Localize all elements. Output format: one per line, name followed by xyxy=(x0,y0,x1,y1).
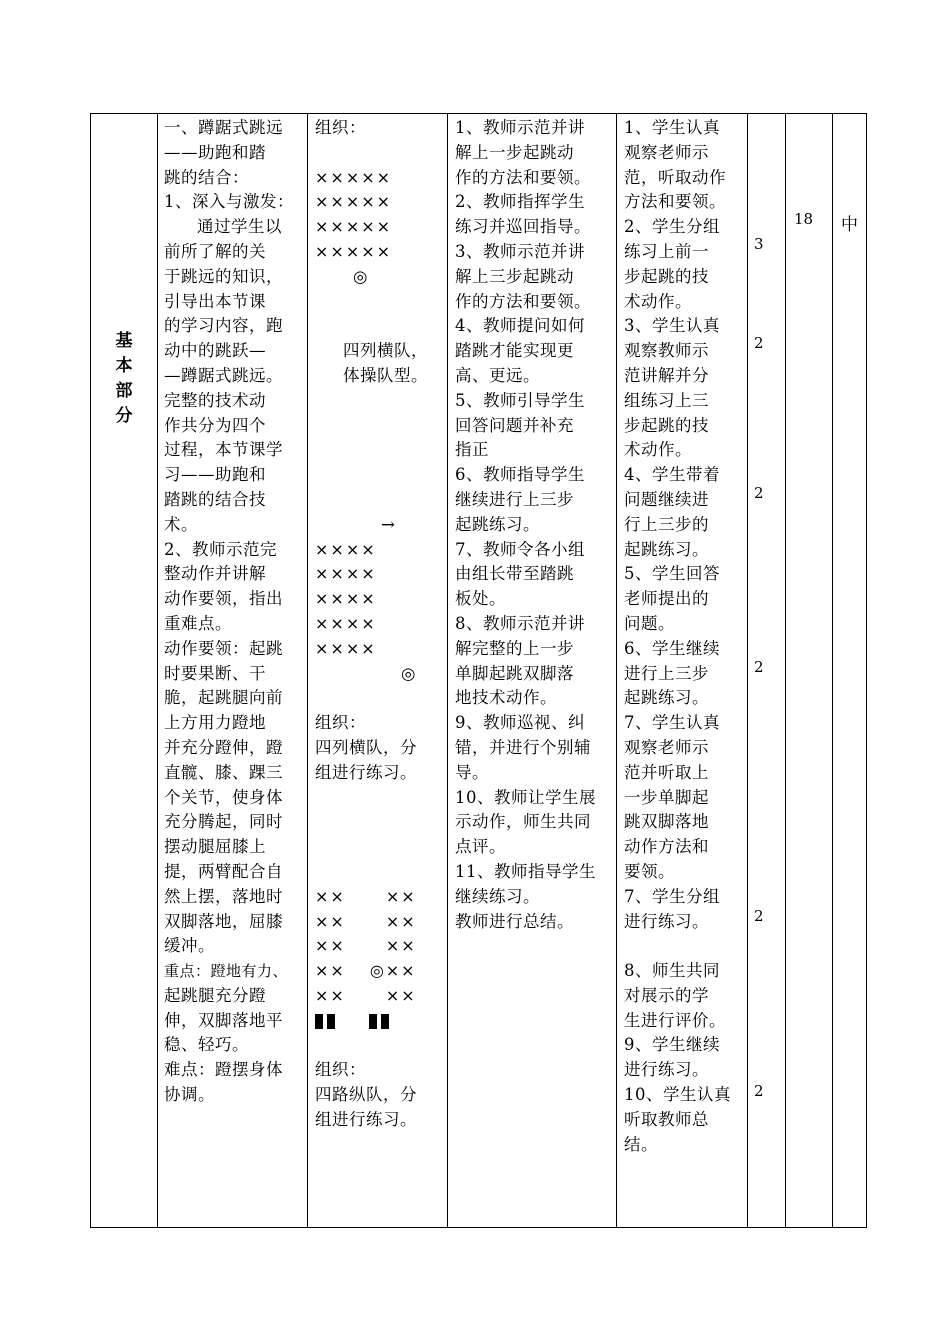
content-line: 动中的跳跃— xyxy=(164,341,266,361)
spacer xyxy=(315,414,445,439)
student-activity-column xyxy=(624,116,746,1157)
student-line: 起跳练习。 xyxy=(624,688,709,708)
student-line: 步起跳的技 xyxy=(624,415,709,435)
student-line: 一步单脚起 xyxy=(624,787,709,807)
teacher-line: 板处。 xyxy=(455,589,506,609)
student-line: 7、学生认真 xyxy=(624,713,720,733)
student-line: 6、学生继续 xyxy=(624,638,720,658)
student-line: 术动作。 xyxy=(624,440,692,460)
content-line: 充分腾起，同时 xyxy=(164,812,283,832)
teacher-line: 5、教师引导学生 xyxy=(455,390,585,410)
content-line: 直髋、膝、踝三 xyxy=(164,762,283,782)
springboard-icon xyxy=(381,1014,389,1029)
teacher-line: 4、教师提问如何 xyxy=(455,316,585,336)
formation-row: ××××× xyxy=(315,241,393,261)
student-line: 范，听取动作 xyxy=(624,167,726,187)
student-line: 观察老师示 xyxy=(624,737,709,757)
content-line: 上方用力蹬地 xyxy=(164,713,266,733)
teacher-line: 2、教师指挥学生 xyxy=(455,192,585,212)
section-title-char: 基 xyxy=(115,331,133,351)
teacher-line: 点评。 xyxy=(455,837,506,857)
column-divider xyxy=(616,114,617,1227)
student-line: 听取教师总 xyxy=(624,1109,709,1129)
student-line: 要领。 xyxy=(624,861,675,881)
formation-desc: 组进行练习。 xyxy=(315,762,417,782)
formation-cell: ×× xyxy=(385,985,417,1005)
teacher-line: 示动作，师生共同 xyxy=(455,812,591,832)
teacher-line: 指正 xyxy=(455,440,489,460)
teacher-line: 9、教师巡视、纠 xyxy=(455,713,585,733)
student-line: 步起跳的技 xyxy=(624,266,709,286)
teacher-line: 解完整的上一步 xyxy=(455,638,574,658)
student-line xyxy=(624,934,746,959)
section-title-char: 本 xyxy=(115,356,133,376)
student-line: 范并听取上 xyxy=(624,762,709,782)
teacher-line: 起跳练习。 xyxy=(455,514,540,534)
formation-cell: ×× xyxy=(315,985,346,1005)
teaching-content-column xyxy=(164,116,304,1108)
student-line: 进行上三步 xyxy=(624,663,709,683)
teacher-line: 作的方法和要领。 xyxy=(455,291,591,311)
lesson-plan-table xyxy=(90,113,867,1228)
content-line: 时要果断、干 xyxy=(164,663,266,683)
formation-desc: 体操队型。 xyxy=(343,365,428,385)
org-label: 组织： xyxy=(315,118,366,137)
spacer xyxy=(315,290,445,315)
spacer xyxy=(315,141,445,166)
formation-row: ×××× xyxy=(315,589,377,609)
content-line: 难点：蹬摆身体 xyxy=(164,1060,283,1080)
column-divider xyxy=(785,114,786,1227)
formation-cell: ×× xyxy=(315,886,346,906)
student-line: 观察老师示 xyxy=(624,142,709,162)
content-line: 脆，起跳腿向前 xyxy=(164,688,283,708)
section-title xyxy=(91,329,157,429)
formation-desc: 四列横队，分 xyxy=(315,737,417,757)
section-title-char: 部 xyxy=(115,381,133,401)
student-line: 2、学生分组 xyxy=(624,217,720,237)
repetitions-value: 3 xyxy=(754,235,764,253)
content-line: 跳的结合： xyxy=(164,167,249,187)
student-line: 组练习上三 xyxy=(624,390,709,410)
teacher-line: 练习并巡回指导。 xyxy=(455,217,591,237)
content-line: —蹲踞式跳远。 xyxy=(164,365,283,385)
content-line: 术。 xyxy=(164,514,198,534)
repetitions-value: 2 xyxy=(754,658,764,676)
student-line: 范讲解并分 xyxy=(624,365,709,385)
content-line: 过程，本节课学 xyxy=(164,440,283,460)
column-divider xyxy=(747,114,748,1227)
column-divider xyxy=(157,114,158,1227)
teacher-line: 地技术动作。 xyxy=(455,688,557,708)
student-line: 3、学生认真 xyxy=(624,316,720,336)
formation-row xyxy=(315,885,445,910)
student-line: 问题。 xyxy=(624,613,675,633)
student-line: 进行练习。 xyxy=(624,911,709,931)
student-line: 4、学生带着 xyxy=(624,465,720,485)
teacher-line: 回答问题并补充 xyxy=(455,415,574,435)
teacher-line: 错，并进行个别辅 xyxy=(455,737,591,757)
column-divider xyxy=(447,114,448,1227)
content-line: 起跳腿充分蹬 xyxy=(164,985,266,1005)
content-line: ——助跑和踏 xyxy=(164,142,266,162)
content-line: 完整的技术动 xyxy=(164,390,266,410)
content-line: 通过学生以 xyxy=(197,217,282,237)
formation-row xyxy=(315,959,445,984)
student-line: 7、学生分组 xyxy=(624,886,720,906)
student-line: 起跳练习。 xyxy=(624,539,709,559)
content-line: 的学习内容，跑 xyxy=(164,316,283,336)
teacher-line: 导。 xyxy=(455,762,489,782)
teacher-position-marker: ◎ xyxy=(401,663,416,683)
content-line: 摆动腿屈膝上 xyxy=(164,837,266,857)
teacher-line: 单脚起跳双脚落 xyxy=(455,663,574,683)
spacer xyxy=(315,810,445,835)
repetitions-value: 2 xyxy=(754,334,764,352)
organization-column xyxy=(315,116,445,1133)
formation-desc: 组进行练习。 xyxy=(315,1109,417,1129)
content-line: 动作要领，指出 xyxy=(164,589,283,609)
formation-desc: 四路纵队，分 xyxy=(315,1085,417,1105)
teacher-line: 高、更远。 xyxy=(455,365,540,385)
content-line: 协调。 xyxy=(164,1085,215,1105)
content-line: 重点：蹬地有力、 xyxy=(164,962,289,981)
teacher-line: 教师进行总结。 xyxy=(455,911,574,931)
content-line: 引导出本节课 xyxy=(164,291,266,311)
teacher-line: 3、教师示范并讲 xyxy=(455,241,585,261)
student-line: 结。 xyxy=(624,1134,658,1154)
teacher-line: 解上三步起跳动 xyxy=(455,266,574,286)
formation-cell: ×× xyxy=(315,961,346,981)
spacer xyxy=(315,1033,445,1058)
student-line: 10、学生认真 xyxy=(624,1085,731,1105)
spacer xyxy=(315,314,445,339)
org-label: 组织： xyxy=(315,1060,366,1080)
content-line: 重难点。 xyxy=(164,613,232,633)
teacher-line: 6、教师指导学生 xyxy=(455,465,585,485)
formation-row: ×××× xyxy=(315,564,377,584)
formation-cell: ×× xyxy=(315,911,346,931)
teacher-activity-column xyxy=(455,116,615,934)
content-line: 动作要领：起跳 xyxy=(164,638,283,658)
formation-row: ×××× xyxy=(315,638,377,658)
student-line: 9、学生继续 xyxy=(624,1035,720,1055)
student-line: 动作方法和 xyxy=(624,837,709,857)
student-line: 观察教师示 xyxy=(624,341,709,361)
student-line: 进行练习。 xyxy=(624,1060,709,1080)
teacher-line: 10、教师让学生展 xyxy=(455,787,596,807)
student-line: 老师提出的 xyxy=(624,589,709,609)
formation-cell: ×× xyxy=(385,886,417,906)
intensity-value: 中 xyxy=(841,215,858,235)
springboard-row xyxy=(315,1009,445,1034)
student-line: 8、师生共同 xyxy=(624,961,720,981)
formation-cell: ×× xyxy=(315,936,346,956)
spacer xyxy=(315,860,445,885)
formation-row xyxy=(315,984,445,1009)
formation-row: ××××× xyxy=(315,167,393,187)
formation-cell: ×× xyxy=(385,911,417,931)
content-line: 前所了解的关 xyxy=(164,241,266,261)
teacher-position-marker: ◎ xyxy=(353,266,368,286)
student-line: 问题继续进 xyxy=(624,489,709,509)
teacher-line: 作的方法和要领。 xyxy=(455,167,591,187)
teacher-line: 7、教师令各小组 xyxy=(455,539,585,559)
org-label: 组织： xyxy=(315,713,366,733)
student-line: 对展示的学 xyxy=(624,985,709,1005)
teacher-line: 1、教师示范并讲 xyxy=(455,118,585,137)
formation-row: ×××× xyxy=(315,539,377,559)
formation-desc: 四列横队， xyxy=(343,341,428,361)
formation-row: ××××× xyxy=(315,217,393,237)
spacer xyxy=(315,835,445,860)
content-line: 1、深入与激发： xyxy=(164,192,294,212)
teacher-line: 11、教师指导学生 xyxy=(455,861,596,881)
content-line: 踏跳的结合技 xyxy=(164,489,266,509)
repetitions-value: 2 xyxy=(754,1082,764,1100)
teacher-line: 继续练习。 xyxy=(455,886,540,906)
student-line: 练习上前一 xyxy=(624,241,709,261)
content-line: 伸，双脚落地平 xyxy=(164,1010,283,1030)
content-line: 一、蹲踞式跳远 xyxy=(164,118,283,137)
spacer xyxy=(315,686,445,711)
spacer xyxy=(315,389,445,414)
spacer xyxy=(315,786,445,811)
formation-cell: ×× xyxy=(385,936,417,956)
column-divider xyxy=(307,114,308,1227)
student-line: 跳双脚落地 xyxy=(624,812,709,832)
student-line: 生进行评价。 xyxy=(624,1010,726,1030)
content-line: 然上摆，落地时 xyxy=(164,886,283,906)
teacher-line: 8、教师示范并讲 xyxy=(455,613,585,633)
student-line: 术动作。 xyxy=(624,291,692,311)
content-line: 作共分为四个 xyxy=(164,415,266,435)
formation-row: ×××× xyxy=(315,613,377,633)
formation-row xyxy=(315,934,445,959)
repetitions-value: 2 xyxy=(754,484,764,502)
formation-row xyxy=(315,910,445,935)
student-line: 5、学生回答 xyxy=(624,564,720,584)
content-line: 于跳远的知识， xyxy=(164,266,283,286)
teacher-line: 解上一步起跳动 xyxy=(455,142,574,162)
content-line: 提，两臂配合自 xyxy=(164,861,283,881)
duration-value: 18 xyxy=(794,210,814,228)
spacer xyxy=(315,488,445,513)
spacer xyxy=(315,463,445,488)
springboard-icon xyxy=(327,1014,335,1029)
teacher-line: 继续进行上三步 xyxy=(455,489,574,509)
formation-cell: ◎×× xyxy=(369,961,417,981)
content-line: 并充分蹬伸，蹬 xyxy=(164,737,283,757)
content-line: 整动作并讲解 xyxy=(164,564,266,584)
column-divider xyxy=(832,114,833,1227)
repetitions-value: 2 xyxy=(754,907,764,925)
student-line: 方法和要领。 xyxy=(624,192,726,212)
springboard-icon xyxy=(315,1014,323,1029)
content-line: 缓冲。 xyxy=(164,936,215,956)
formation-row: ××××× xyxy=(315,192,393,212)
student-line: 1、学生认真 xyxy=(624,118,720,137)
content-line: 稳、轻巧。 xyxy=(164,1035,249,1055)
content-line: 2、教师示范完 xyxy=(164,539,277,559)
student-line: 行上三步的 xyxy=(624,514,709,534)
content-line: 个关节，使身体 xyxy=(164,787,283,807)
teacher-line: 由组长带至踏跳 xyxy=(455,564,574,584)
teacher-line: 踏跳才能实现更 xyxy=(455,341,574,361)
content-line: 习——助跑和 xyxy=(164,465,266,485)
content-line: 双脚落地，屈膝 xyxy=(164,911,283,931)
arrow-icon: → xyxy=(381,514,396,534)
section-title-char: 分 xyxy=(115,406,133,426)
spacer xyxy=(315,438,445,463)
springboard-icon xyxy=(369,1014,377,1029)
